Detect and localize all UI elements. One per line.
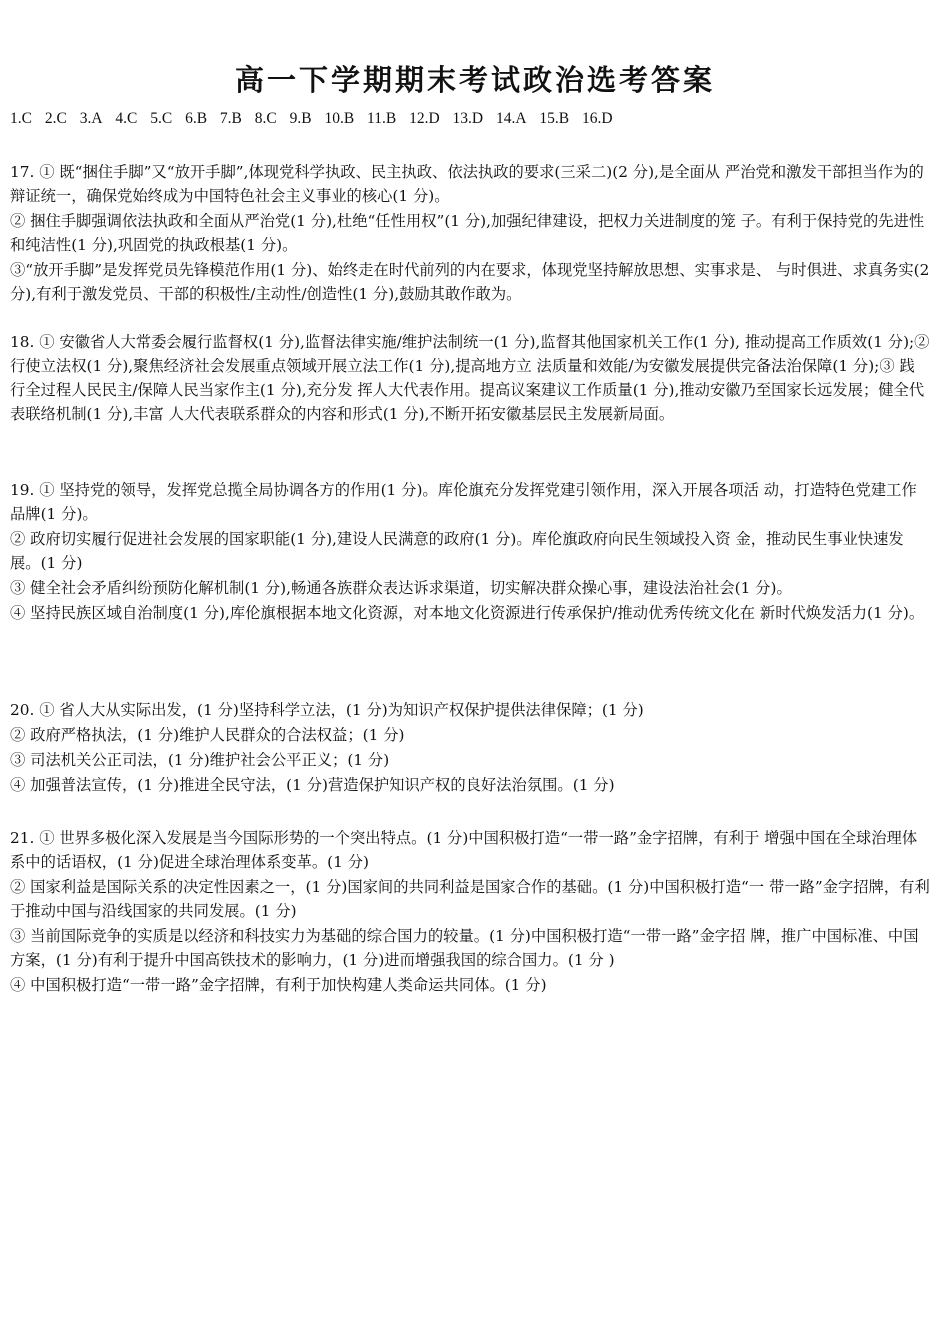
mc-answer: 10.B: [324, 110, 355, 127]
question-20-answer: [10, 698, 930, 797]
answer-paragraph: ③ 当前国际竞争的实质是以经济和科技实力为基础的综合国力的较量。(1 分)中国积极打造“一带一路”金字招 牌，推广中国标准、中国方案，(1 分)有利于提升中国高铁技术的影响力，(1 分)进而增强我国的综合国力。(1 分 ): [10, 927, 919, 969]
answer-paragraph: ③“放开手脚”是发挥党员先锋模范作用(1 分)、始终走在时代前列的内在要求，体现党坚持解放思想、实事求是、 与时俱进、求真务实(2 分),有利于激发党员、干部的积极性/主动性/创造性(1 分),鼓励其敢作敢为。: [10, 261, 930, 303]
answer-paragraph: ② 国家利益是国际关系的决定性因素之一，(1 分)国家间的共同利益是国家合作的基础。(1 分)中国积极打造“一 带一路”金字招牌，有利于推动中国与沿线国家的共同发展。(1 分): [10, 878, 930, 920]
mc-answer: 14.A: [495, 110, 527, 127]
answer-paragraph: ③ 健全社会矛盾纠纷预防化解机制(1 分),畅通各族群众表达诉求渠道，切实解决群众操心事，建设法治社会(1 分)。: [10, 579, 792, 597]
mc-answer: 2.C: [44, 110, 67, 127]
answer-paragraph: ④ 加强普法宣传，(1 分)推进全民守法，(1 分)营造保护知识产权的良好法治氛围。(1 分): [10, 776, 615, 794]
page-title: 高一下学期期末考试政治选考答案: [234, 63, 715, 97]
question-18-answer: [10, 330, 930, 426]
mc-answer: 3.A: [79, 110, 103, 127]
answer-paragraph: ③ 司法机关公正司法，(1 分)维护社会公平正义；(1 分): [10, 751, 390, 769]
answer-paragraph: ② 政府严格执法，(1 分)维护人民群众的合法权益；(1 分): [10, 726, 405, 744]
mc-answer: 15.B: [539, 110, 570, 127]
mc-answer: 1.C: [10, 110, 32, 127]
mc-answer: 9.B: [289, 110, 312, 127]
answer-paragraph: 17. ① 既“捆住手脚”又“放开手脚”,体现党科学执政、民主执政、依法执政的要求(三采二)(2 分),是全面从 严治党和激发干部担当作为的辩证统一，确保党始终成为中国特色社会主义事业的核心(1 分)。: [10, 163, 924, 205]
answer-paragraph: 21. ① 世界多极化深入发展是当今国际形势的一个突出特点。(1 分)中国积极打造“一带一路”金字招牌，有利于 增强中国在全球治理体系中的话语权，(1 分)促进全球治理体系变革。(1 分): [10, 829, 918, 871]
answer-paragraph: ④ 坚持民族区域自治制度(1 分),库伦旗根据本地文化资源，对本地文化资源进行传承保护/推动优秀传统文化在 新时代焕发活力(1 分)。: [10, 604, 925, 622]
question-19-answer: [10, 478, 930, 625]
mc-answer: 7.B: [219, 110, 242, 127]
mc-answer: 13.D: [452, 110, 484, 127]
mc-answer: 11.B: [367, 110, 397, 127]
answer-paragraph: 18. ① 安徽省人大常委会履行监督权(1 分),监督法律实施/维护法制统一(1 分),监督其他国家机关工作(1 分), 推动提高工作质效(1 分);② 行使立法权(1 分),聚焦经济社会发展重点领域开展立法工作(1 分),提高地方立 法质量和效能/为安徽发展提供完备法治保障(1 分);③ 践行全过程人民民主/保障人民当家作主(1 分),充分发 挥人大代表作用。提高议案建议工作质量(1 分),推动安徽乃至国家长远发展；健全代表联络机制(1 分),丰富 人大代表联系群众的内容和形式(1 分),不断开拓安徽基层民主发展新局面。: [10, 333, 930, 423]
multiple-choice-answers: [10, 108, 940, 130]
mc-answer: 16.D: [582, 110, 613, 127]
answer-paragraph: ② 捆住手脚强调依法执政和全面从严治党(1 分),杜绝“任性用权”(1 分),加强纪律建设，把权力关进制度的笼 子。有利于保持党的先进性和纯洁性(1 分),巩固党的执政根基(1 分)。: [10, 212, 925, 254]
mc-answer: 4.C: [115, 110, 138, 127]
question-21-answer: [10, 826, 930, 997]
mc-answer: 8.C: [254, 110, 277, 127]
answer-paragraph: 20. ① 省人大从实际出发，(1 分)坚持科学立法，(1 分)为知识产权保护提供法律保障；(1 分): [10, 701, 644, 719]
mc-answer: 12.D: [409, 110, 440, 127]
mc-answer: 5.C: [150, 110, 173, 127]
answer-paragraph: ④ 中国积极打造“一带一路”金字招牌，有利于加快构建人类命运共同体。(1 分): [10, 976, 547, 994]
answer-paragraph: ② 政府切实履行促进社会发展的国家职能(1 分),建设人民满意的政府(1 分)。库伦旗政府向民生领域投入资 金，推动民生事业快速发展。(1 分): [10, 530, 904, 572]
answer-paragraph: 19. ① 坚持党的领导，发挥党总揽全局协调各方的作用(1 分)。库伦旗充分发挥党建引领作用，深入开展各项活 动，打造特色党建工作品牌(1 分)。: [10, 481, 917, 523]
mc-answer: 6.B: [185, 110, 208, 127]
question-17-answer: [10, 160, 930, 306]
